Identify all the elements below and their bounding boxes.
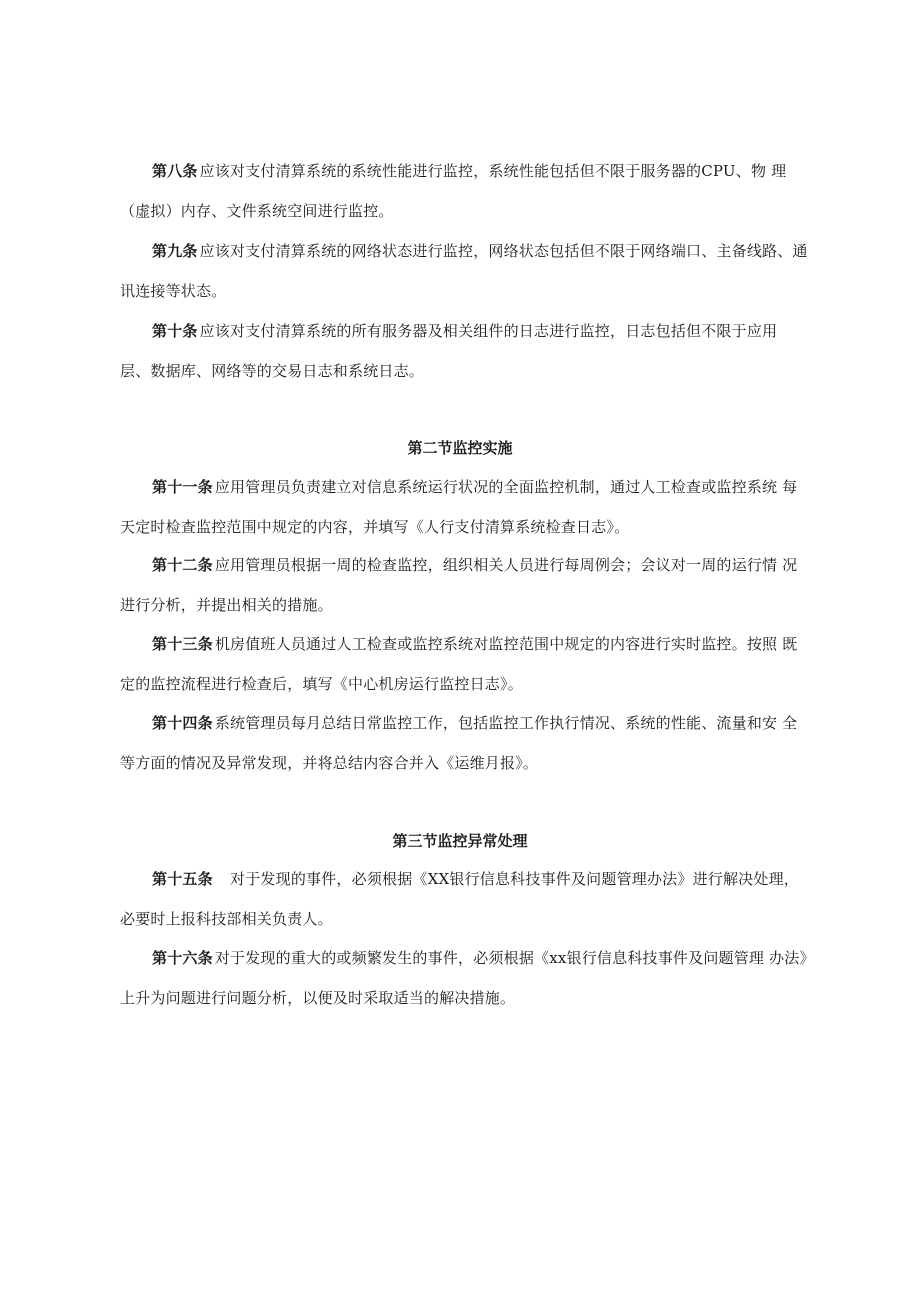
article-12 [120, 545, 810, 625]
article-15 [120, 859, 810, 939]
section-2-heading: 第二节监控实施 [407, 439, 513, 457]
article-text: 应该对支付清算系统的所有服务器及相关组件的日志进行监控，日志包括但不限于应用 层、数据库、网络等的交易日志和系统日志。 [120, 322, 778, 380]
article-14 [120, 703, 810, 783]
article-13 [120, 624, 810, 704]
article-label: 第十六条 [152, 949, 213, 967]
article-text: 应用管理员负责建立对信息系统运行状况的全面监控机制，通过人工检查或监控系统 每天定时检查监控范围中规定的内容，并填写《人行支付清算系统检查日志》。 [120, 478, 798, 536]
article-label: 第八条 [152, 162, 198, 180]
article-text: 应用管理员根据一周的检查监控，组织相关人员进行每周例会；会议对一周的运行情 况进行分析，并提出相关的措施。 [120, 556, 798, 614]
article-label: 第十四条 [152, 714, 213, 732]
section-3-heading: 第三节监控异常处理 [392, 832, 528, 850]
article-10 [120, 311, 810, 391]
article-text: 对于发现的事件，必须根据《XX银行信息科技事件及问题管理办法》进行解决处理，必要时上报科技部相关负责人。 [120, 870, 799, 928]
article-text: 对于发现的重大的或频繁发生的事件，必须根据《xx银行信息科技事件及问题管理 办法》上升为问题进行问题分析，以便及时采取适当的解决措施。 [120, 949, 808, 1007]
article-label: 第十一条 [152, 478, 213, 496]
article-text: 应该对支付清算系统的网络状态进行监控，网络状态包括但不限于网络端口、主备线路、通讯连接等状态。 [120, 242, 808, 300]
article-9 [120, 231, 810, 311]
article-label: 第十三条 [152, 635, 213, 653]
article-text: 系统管理员每月总结日常监控工作，包括监控工作执行情况、系统的性能、流量和安 全等方面的情况及异常发现，并将总结内容合并入《运维月报》。 [120, 714, 798, 772]
article-text: 机房值班人员通过人工检查或监控系统对监控范围中规定的内容进行实时监控。按照 既定的监控流程进行检查后，填写《中心机房运行监控日志》。 [120, 635, 798, 693]
article-11 [120, 467, 810, 547]
article-8 [120, 151, 810, 231]
article-16 [120, 938, 810, 1018]
article-label: 第九条 [152, 242, 198, 260]
article-label: 第十五条 [152, 870, 213, 888]
article-text: 应该对支付清算系统的系统性能进行监控，系统性能包括但不限于服务器的CPU、物 理（虚拟）内存、文件系统空间进行监控。 [120, 162, 787, 220]
article-label: 第十二条 [152, 556, 213, 574]
article-label: 第十条 [152, 322, 198, 340]
